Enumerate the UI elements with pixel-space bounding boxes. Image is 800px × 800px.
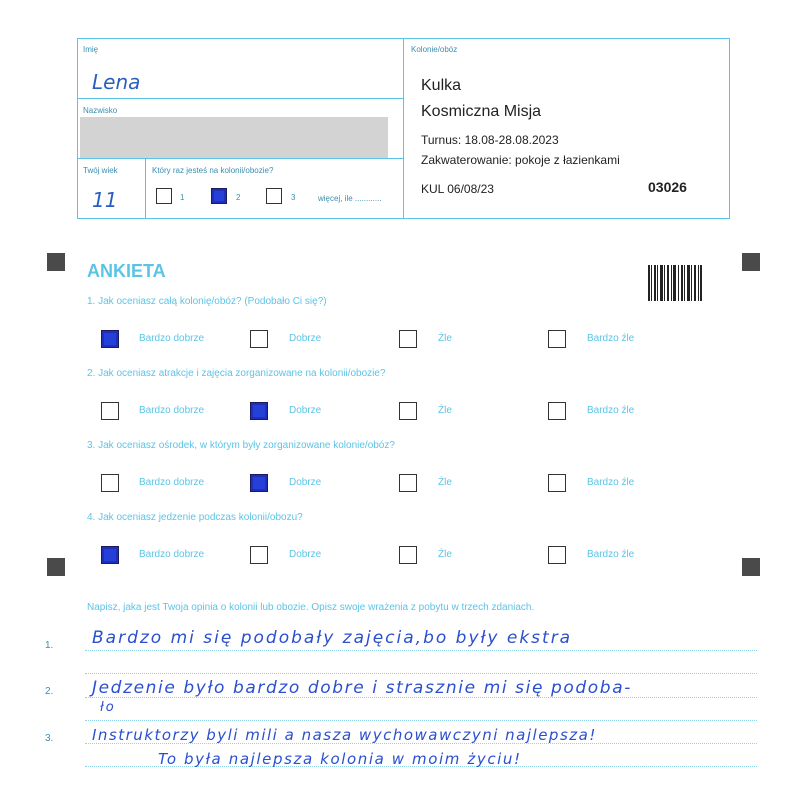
survey-title: ANKIETA — [87, 261, 166, 281]
camp-program: Kosmiczna Misja — [421, 103, 542, 120]
answer-option-label: Bardzo źle — [587, 477, 635, 488]
answer-checkbox[interactable] — [399, 474, 417, 492]
registration-marker-top-right — [742, 253, 760, 271]
answer-option-label: Bardzo źle — [587, 405, 635, 416]
name-label: Imię — [83, 45, 99, 54]
opinion-prompt: Napisz, jaka jest Twoja opinia o kolonii lub obozie. Opisz swoje wrażenia z pobytu w trzech zdaniach. — [87, 602, 535, 613]
times-option-1-label: 1 — [180, 193, 185, 202]
line-number-2: 2. — [45, 686, 54, 697]
handwritten-line-4[interactable]: To była najlepsza kolonia w moim życiu! — [158, 750, 522, 768]
answer-checkbox[interactable] — [250, 474, 268, 492]
handwritten-line-1[interactable]: Bardzo mi się podobały zajęcia,bo były ekstra — [92, 628, 573, 648]
times-label: Który raz jesteś na kolonii/obozie? — [152, 166, 274, 175]
answer-checkbox[interactable] — [548, 330, 566, 348]
writing-line — [85, 720, 757, 721]
question-text: 4. Jak oceniasz jedzenie podczas kolonii/obozu? — [87, 512, 303, 523]
times-checkbox-3[interactable] — [266, 188, 282, 204]
answer-option-label: Dobrze — [289, 405, 322, 416]
question-text: 1. Jak oceniasz całą kolonię/obóz? (Podobało Ci się?) — [87, 296, 327, 307]
answer-option-label: Bardzo dobrze — [139, 477, 205, 488]
answer-checkbox[interactable] — [250, 402, 268, 420]
answer-checkbox[interactable] — [101, 474, 119, 492]
answer-checkbox[interactable] — [548, 474, 566, 492]
answer-option-label: Dobrze — [289, 333, 322, 344]
camp-name: Kulka — [421, 77, 462, 94]
times-checkbox-1[interactable] — [156, 188, 172, 204]
answer-checkbox[interactable] — [101, 402, 119, 420]
camp-label: Kolonie/obóz — [411, 45, 458, 54]
lodging-text: Zakwaterowanie: pokoje z łazienkami — [421, 153, 620, 167]
registration-marker-bottom-right — [742, 558, 760, 576]
answer-option-label: Bardzo dobrze — [139, 405, 205, 416]
answer-option-label: Bardzo dobrze — [139, 333, 205, 344]
handwritten-line-2-continued[interactable]: ło — [100, 700, 116, 715]
age-value[interactable]: 11 — [92, 188, 118, 212]
answer-option-label: Źle — [438, 549, 452, 560]
answer-option-label: Bardzo źle — [587, 333, 635, 344]
line-number-1: 1. — [45, 640, 54, 651]
answer-checkbox[interactable] — [399, 330, 417, 348]
surname-redacted — [80, 117, 388, 158]
answer-checkbox[interactable] — [101, 330, 119, 348]
camp-code: KUL 06/08/23 — [421, 182, 494, 196]
handwritten-line-2[interactable]: Jedzenie było bardzo dobre i strasznie mi się podoba- — [92, 678, 632, 698]
header-rule-1 — [77, 98, 403, 99]
header-rule-2 — [77, 158, 403, 159]
answer-option-label: Źle — [438, 333, 452, 344]
handwritten-line-3[interactable]: Instruktorzy byli mili a nasza wychowawczyni najlepsza! — [92, 726, 597, 744]
answer-option-label: Źle — [438, 405, 452, 416]
answer-checkbox[interactable] — [250, 330, 268, 348]
answer-checkbox[interactable] — [101, 546, 119, 564]
form-number: 03026 — [648, 179, 687, 195]
answer-checkbox[interactable] — [548, 402, 566, 420]
answer-option-label: Dobrze — [289, 477, 322, 488]
times-checkbox-2[interactable] — [211, 188, 227, 204]
barcode — [648, 265, 702, 301]
answer-option-label: Bardzo dobrze — [139, 549, 205, 560]
answer-option-label: Dobrze — [289, 549, 322, 560]
times-more-label: więcej, ile ............ — [318, 194, 382, 203]
times-option-3-label: 3 — [291, 193, 296, 202]
header-divider — [403, 38, 404, 219]
answer-option-label: Źle — [438, 477, 452, 488]
question-text: 3. Jak oceniasz ośrodek, w którym były zorganizowane kolonie/obóz? — [87, 440, 395, 451]
registration-marker-bottom-left — [47, 558, 65, 576]
writing-line — [85, 650, 757, 651]
answer-checkbox[interactable] — [399, 546, 417, 564]
answer-checkbox[interactable] — [399, 402, 417, 420]
surname-label: Nazwisko — [83, 106, 118, 115]
times-option-2-label: 2 — [236, 193, 241, 202]
answer-checkbox[interactable] — [548, 546, 566, 564]
name-value[interactable]: Lena — [92, 70, 141, 94]
answer-option-label: Bardzo źle — [587, 549, 635, 560]
question-text: 2. Jak oceniasz atrakcje i zajęcia zorganizowane na kolonii/obozie? — [87, 368, 386, 379]
header-rule-3 — [145, 158, 146, 219]
age-label: Twój wiek — [83, 166, 118, 175]
answer-checkbox[interactable] — [250, 546, 268, 564]
line-number-3: 3. — [45, 733, 54, 744]
writing-line — [85, 673, 757, 674]
turnus-text: Turnus: 18.08-28.08.2023 — [421, 133, 559, 147]
registration-marker-top-left — [47, 253, 65, 271]
